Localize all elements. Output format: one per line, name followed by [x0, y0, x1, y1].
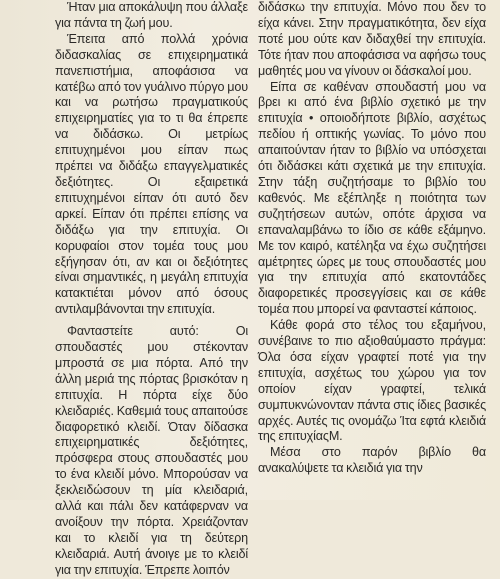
- paragraph-revelation: Ήταν μια αποκάλυψη που άλλαξε για πάντα τη ζωή μου.: [55, 0, 248, 30]
- left-text-column: [55, 0, 248, 579]
- paragraph-semester-end: Κάθε φορά στο τέλος του εξαμήνου, συνέβαινε το πιο αξιοθαύμαστο πράγμα: Όλα όσα είχαν γραφτεί ποτέ για την επιτυχία, ασχέτως του χώρου για τον οποίον είχαν γραφτεί, τελικά συμπυκνώνονταν πάντα στις ίδιες βασικές αρχές. Αυτές τις ονομάζω Ίτα εφτά κλειδιά της επιτυχίαςΜ.: [258, 318, 486, 444]
- right-text-column: [258, 0, 486, 477]
- paragraph-students-books: Είπα σε καθέναν σπουδαστή μου να βρει κι από ένα βιβλίο σχετικό με την επιτυχία • οποιοδήποτε βιβλίο, ασχέτως πεδίου ή οπτικής γωνίας. Το μόνο που απαιτούνταν ήταν το βιβλίο να υπόσχεται ότι διδάσκει κάτι σχετικά με την επιτυχία. Στην τάξη συζητήσαμε το βιβλίο του καθενός. Με εξέπληξε η ποιότητα των συζητήσεων αυτών, οπότε άρχισα να επαναλαμβάνω το ίδιο σε κάθε εξάμηνο. Με τον καιρό, κατέληξα να έχω συζητήσει αμέτρητες ώρες με τους σπουδαστές μου για την επιτυχία από εκατοντάδες διαφορετικές προσεγγίσεις και σε κάθε τομέα που μπορεί να φανταστεί κάποιος.: [258, 79, 486, 317]
- paragraph-this-book: Μέσα στο παρόν βιβλίο θα ανακαλύψετε τα κλειδιά για την: [258, 445, 486, 476]
- paragraph-teach-success: διδάσκω την επιτυχία. Μόνο που δεν το είχα κάνει. Στην πραγματικότητα, δεν είχα ποτέ μου ούτε καν διδαχθεί την επιτυχία. Τότε ήταν που αποφάσισα να αφήσω τους μαθητές μου να γίνουν οι δάσκαλοί μου.: [258, 0, 486, 78]
- paragraph-teaching-years: Έπειτα από πολλά χρόνια διδασκαλίας σε επιχειρηματικά πανεπιστήμια, αποφάσισα να κατέβω από τον γυάλινο πύργο μου και να ρωτήσω πραγματικούς επιχειρηματίες για το τι θα έπρεπε να διδάσκω. Οι μετρίως επιτυχημένοι μου είπαν πως πρέπει να διδάξω επαγγελματικές δεξιότητες. Οι εξαιρετικά επιτυχημένοι είπαν ότι αυτό δεν αρκεί. Είπαν ότι πρέπει επίσης να διδάξω για την επιτυχία. Οι κορυφαίοι στον τομέα τους μου εξήγησαν ότι, αν και οι δεξιότητες είναι σημαντικές, η μεγάλη επιτυχία κατακτιέται μόνον από όσους αντιλαμβάνονται την επιτυχία.: [55, 31, 248, 317]
- paragraph-imagine-door: Φανταστείτε αυτό: Οι σπουδαστές μου στέκονταν μπροστά σε μια πόρτα. Από την άλλη μεριά της πόρτας βρισκόταν η επιτυχία. Η πόρτα είχε δύο κλειδαριές. Καθεμιά τους απαιτούσε διαφορετικό κλειδί. Όταν δίδασκα επιχειρηματικές δεξιότητες, πρόσφερα στους σπουδαστές μου το ένα κλειδί μόνο. Μπορούσαν να ξεκλειδώσουν τη μία κλειδαριά, αλλά και πάλι δεν κατάφερναν να ανοίξουν την πόρτα. Χρειάζονταν και το κλειδί για τη δεύτερη κλειδαριά. Αυτή άνοιγε με το κλειδί για την επιτυχία. Έπρεπε λοιπόν: [55, 324, 248, 577]
